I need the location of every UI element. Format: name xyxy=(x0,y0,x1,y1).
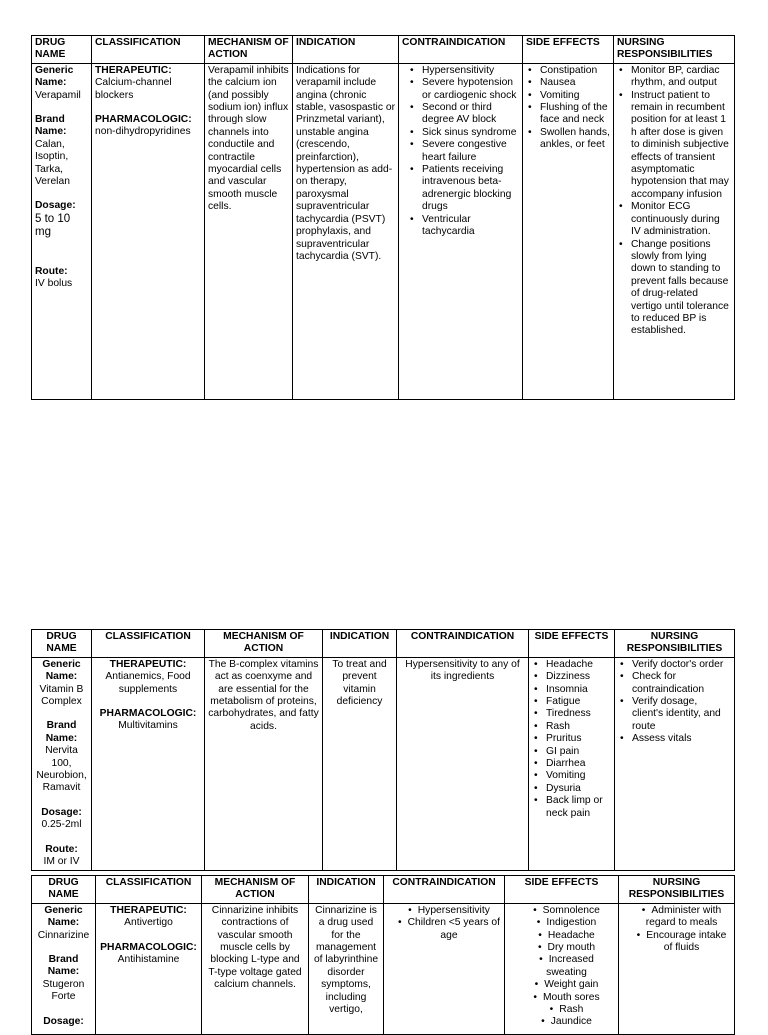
list-item: • Increased sweating xyxy=(508,954,615,979)
list-item: • Indigestion xyxy=(508,917,615,929)
brand-name-label: Brand Name: xyxy=(35,114,67,138)
route-label: Route: xyxy=(45,843,78,855)
list-item: • Hypersensitivity xyxy=(387,905,501,917)
classification-cell xyxy=(96,903,202,1034)
list-item: • Insomnia xyxy=(532,684,611,696)
header-indication: INDICATION xyxy=(293,36,399,64)
indication-cell: To treat and prevent vitamin deficiency xyxy=(323,657,397,870)
list-item: • Hypersensitivity xyxy=(408,65,519,77)
list-item: • Weight gain xyxy=(508,979,615,991)
pharmacologic-value: Multivitamins xyxy=(118,720,178,732)
list-item: • Dysuria xyxy=(532,783,611,795)
mechanism-cell: Verapamil inhibits the calcium ion (and possibly sodium ion) influx through slow channels into conductile and contractile myocardial cells and vascular smooth muscle cells. xyxy=(205,63,293,399)
brand-name-label: Brand Name: xyxy=(45,720,78,744)
header-side-effects: SIDE EFFECTS xyxy=(529,630,615,658)
list-item: • Change positions slowly from lying down to standing to prevent falls because of drug-related vertigo until tolerance to reduced BP is established. xyxy=(617,239,731,338)
classification-cell xyxy=(92,63,205,399)
header-mechanism: MECHANISM OF ACTION xyxy=(205,36,293,64)
header-side-effects: SIDE EFFECTS xyxy=(505,876,619,904)
list-item: • Vomiting xyxy=(532,770,611,782)
contraindication-list xyxy=(387,905,501,942)
list-item: • Children <5 years of age xyxy=(387,917,501,942)
dosage-value: 0.25-2ml xyxy=(41,819,82,831)
header-drug-name: DRUG NAME xyxy=(32,876,96,904)
list-item: • Dizziness xyxy=(532,671,611,683)
header-side-effects: SIDE EFFECTS xyxy=(523,36,614,64)
drug-table-cinnarizine xyxy=(31,875,735,1035)
list-item: • Severe hypotension or cardiogenic shock xyxy=(408,77,519,102)
list-item: • Flushing of the face and neck xyxy=(526,102,610,127)
therapeutic-label: THERAPEUTIC: xyxy=(95,64,172,76)
list-item: • Verify doctor's order xyxy=(618,659,731,671)
side-effects-list xyxy=(532,659,611,820)
nursing-list xyxy=(617,65,731,338)
drug-name-cell xyxy=(32,63,92,399)
contraindication-cell: Hypersensitivity to any of its ingredients xyxy=(397,657,529,870)
side-effects-cell xyxy=(523,63,614,399)
route-value: IM or IV xyxy=(43,856,80,868)
pharmacologic-label: PHARMACOLOGIC: xyxy=(100,941,197,953)
list-item: • Second or third degree AV block xyxy=(408,102,519,127)
nursing-cell xyxy=(614,63,735,399)
drug-name-cell xyxy=(32,657,92,870)
list-item: • GI pain xyxy=(532,746,611,758)
list-item: • Verify dosage, client's identity, and route xyxy=(618,696,731,733)
list-item: • Encourage intake of fluids xyxy=(622,930,731,955)
header-classification: CLASSIFICATION xyxy=(96,876,202,904)
indication-cell: Cinnarizine is a drug used for the management of labyrinthine disorder symptoms, including vertigo, xyxy=(309,903,384,1034)
list-item: • Fatigue xyxy=(532,696,611,708)
therapeutic-label: THERAPEUTIC: xyxy=(110,904,187,916)
list-item: • Pruritus xyxy=(532,733,611,745)
generic-name-value: Vitamin B Complex xyxy=(39,683,84,708)
list-item: • Rash xyxy=(531,1004,592,1016)
generic-name-label: Generic Name: xyxy=(35,64,74,89)
header-indication: INDICATION xyxy=(309,876,384,904)
therapeutic-label: THERAPEUTIC: xyxy=(109,658,187,670)
drug-table-vitamin-b xyxy=(31,629,735,871)
brand-name-value: Stugeron Forte xyxy=(42,978,85,1003)
list-item: • Instruct patient to remain in recumbent position for at least 1 h after dose is given to diminish subjective effects of transient asymptomatic hypotension that may accompany infusion xyxy=(617,90,731,202)
therapeutic-value: Calcium-channel blockers xyxy=(95,77,172,101)
list-item: • Headache xyxy=(508,930,615,942)
dosage-label: Dosage: xyxy=(43,1015,84,1027)
route-value: IV bolus xyxy=(35,278,73,290)
header-nursing: NURSING RESPONSIBILITIES xyxy=(619,876,735,904)
generic-name-value: Verapamil xyxy=(35,89,81,101)
generic-name-value: Cinnarizine xyxy=(37,929,90,941)
list-item: • Monitor ECG continuously during IV administration. xyxy=(617,201,731,238)
header-nursing: NURSING RESPONSIBILITIES xyxy=(614,36,735,64)
list-item: • Tiredness xyxy=(532,708,611,720)
header-indication: INDICATION xyxy=(323,630,397,658)
drug-name-cell xyxy=(32,903,96,1034)
header-mechanism: MECHANISM OF ACTION xyxy=(205,630,323,658)
nursing-cell xyxy=(619,903,735,1034)
header-drug-name: DRUG NAME xyxy=(32,630,92,658)
indication-cell: Indications for verapamil include angina (chronic stable, vasospastic or Prinzmetal variant), unstable angina (crescendo, preinfarction), hypertension as add-on therapy, paroxysmal supraventricular tachycardia (PSVT) prophylaxis, and supraventricular tachycardia (SVT). xyxy=(293,63,399,399)
list-item: • Administer with regard to meals xyxy=(622,905,731,930)
side-effects-list xyxy=(526,65,610,152)
list-item: • Patients receiving intravenous beta-adrenergic blocking drugs xyxy=(408,164,519,214)
mechanism-cell: The B-complex vitamins act as coenxyme and are essential for the metabolism of proteins, carbohydrates, and fatty acids. xyxy=(205,657,323,870)
list-item: • Rash xyxy=(532,721,611,733)
header-classification: CLASSIFICATION xyxy=(92,630,205,658)
therapeutic-value: Antivertigo xyxy=(124,917,173,929)
list-item: • Severe congestive heart failure xyxy=(408,139,519,164)
list-item: • Nausea xyxy=(526,77,610,89)
generic-name-label: Generic Name: xyxy=(44,904,83,929)
list-item: • Diarrhea xyxy=(532,758,611,770)
dosage-label: Dosage: xyxy=(41,806,82,818)
brand-name-label: Brand Name: xyxy=(47,954,80,978)
pharmacologic-label: PHARMACOLOGIC: xyxy=(95,114,192,126)
side-effects-cell xyxy=(529,657,615,870)
contraindication-list xyxy=(402,65,519,239)
list-item: • Ventricular tachycardia xyxy=(408,214,519,239)
list-item: • Constipation xyxy=(526,65,610,77)
header-classification: CLASSIFICATION xyxy=(92,36,205,64)
list-item: • Somnolence xyxy=(508,905,615,917)
header-drug-name: DRUG NAME xyxy=(32,36,92,64)
pharmacologic-value: Antihistamine xyxy=(117,954,180,966)
side-effects-cell xyxy=(505,903,619,1034)
header-contraindication: CONTRAINDICATION xyxy=(397,630,529,658)
nursing-cell xyxy=(615,657,735,870)
dosage-value: 5 to 10 mg xyxy=(35,212,71,239)
nursing-list xyxy=(618,659,731,746)
list-item: • Mouth sores xyxy=(508,992,615,1004)
list-item: • Headache xyxy=(532,659,611,671)
brand-name-value: Nervita 100, Neurobion, Ramavit xyxy=(36,745,87,794)
header-contraindication: CONTRAINDICATION xyxy=(399,36,523,64)
list-item: • Vomiting xyxy=(526,90,610,102)
list-item: • Assess vitals xyxy=(618,733,731,745)
generic-name-label: Generic Name: xyxy=(42,658,81,683)
contraindication-cell xyxy=(399,63,523,399)
classification-cell xyxy=(92,657,205,870)
nursing-list xyxy=(622,905,731,955)
list-item: • Sick sinus syndrome xyxy=(408,127,519,139)
header-nursing: NURSING RESPONSIBILITIES xyxy=(615,630,735,658)
pharmacologic-label: PHARMACOLOGIC: xyxy=(99,708,197,720)
side-effects-list xyxy=(508,905,615,1004)
side-effects-sublist xyxy=(531,1004,592,1029)
contraindication-cell xyxy=(384,903,505,1034)
therapeutic-value: Antianemics, Food supplements xyxy=(105,671,191,695)
list-item: • Swollen hands, ankles, or feet xyxy=(526,127,610,152)
drug-table-verapamil xyxy=(31,35,735,400)
mechanism-cell: Cinnarizine inhibits contractions of vascular smooth muscle cells by blocking L-type and T-type voltage gated calcium channels. xyxy=(202,903,309,1034)
pharmacologic-value: non-dihydropyridines xyxy=(95,126,191,138)
dosage-label: Dosage: xyxy=(35,200,76,212)
brand-name-value: Calan, Isoptin, Tarka, Verelan xyxy=(35,138,70,188)
list-item: • Back limp or neck pain xyxy=(532,795,611,820)
list-item: • Check for contraindication xyxy=(618,671,731,696)
header-mechanism: MECHANISM OF ACTION xyxy=(202,876,309,904)
list-item: • Dry mouth xyxy=(508,942,615,954)
header-contraindication: CONTRAINDICATION xyxy=(384,876,505,904)
list-item: • Monitor BP, cardiac rhythm, and output xyxy=(617,65,731,90)
route-label: Route: xyxy=(35,265,68,277)
list-item: • Jaundice xyxy=(531,1016,592,1028)
